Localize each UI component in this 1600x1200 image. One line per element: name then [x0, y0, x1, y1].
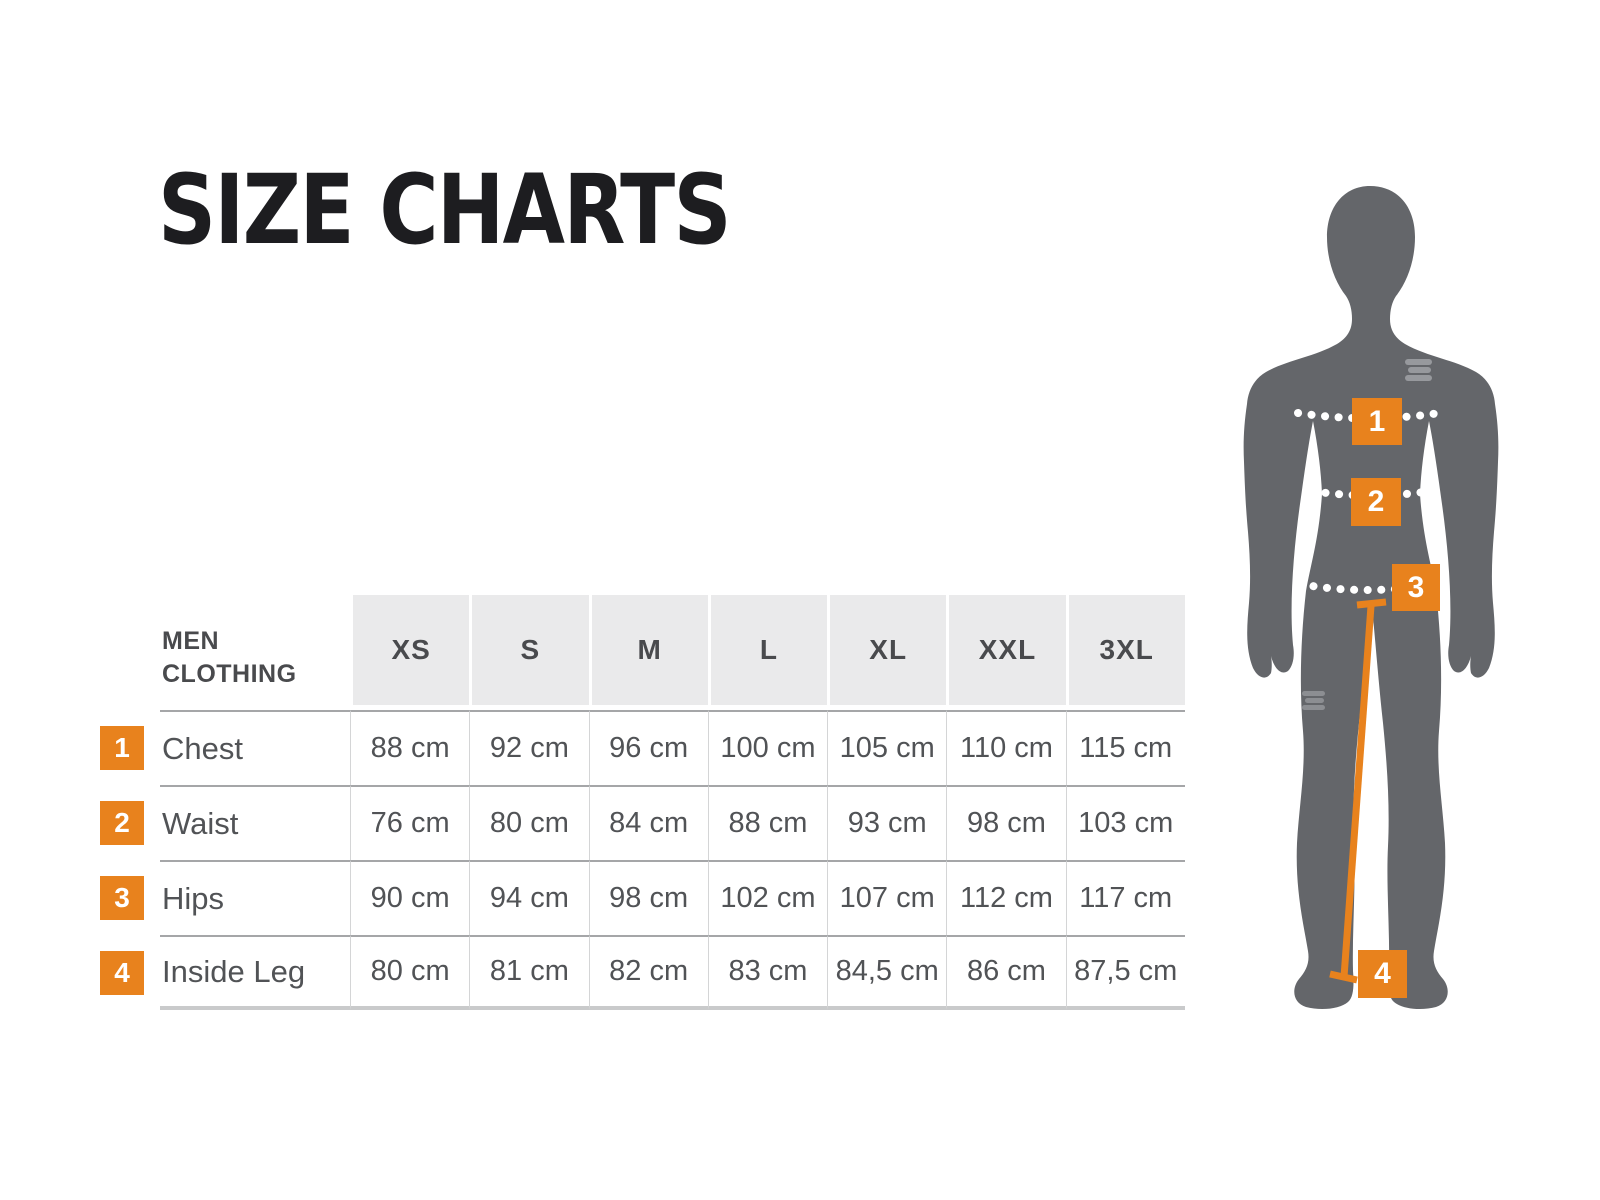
size-table: [100, 595, 1186, 1010]
size-value-cell: 102 cm: [708, 860, 827, 935]
body-silhouette: [1244, 186, 1499, 1009]
size-value-cell: 88 cm: [708, 785, 827, 860]
size-column-header: XXL: [946, 595, 1065, 710]
size-value-cell: 103 cm: [1066, 785, 1185, 860]
row-label: Hips: [160, 860, 350, 935]
row-number-badge: 3: [100, 876, 144, 920]
table-header-row: [100, 595, 1186, 710]
size-value-cell: 84,5 cm: [827, 935, 946, 1010]
size-value-cell: 81 cm: [469, 935, 588, 1010]
size-value-cell: 86 cm: [946, 935, 1065, 1010]
page-title: SIZE CHARTS: [158, 154, 730, 266]
size-value-cell: 84 cm: [589, 785, 708, 860]
table-row: [100, 935, 1186, 1010]
figure-marker: 2: [1351, 478, 1401, 526]
row-label: Chest: [160, 710, 350, 785]
row-label: Inside Leg: [160, 935, 350, 1010]
figure-marker: 3: [1392, 564, 1440, 611]
size-value-cell: 98 cm: [589, 860, 708, 935]
category-line-men: MEN: [162, 627, 220, 655]
size-value-cell: 107 cm: [827, 860, 946, 935]
size-value-cell: 96 cm: [589, 710, 708, 785]
size-column-header: L: [708, 595, 827, 710]
size-value-cell: 117 cm: [1066, 860, 1185, 935]
header-badge-spacer: [100, 595, 160, 710]
size-value-cell: 110 cm: [946, 710, 1065, 785]
size-value-cell: 98 cm: [946, 785, 1065, 860]
size-value-cell: 83 cm: [708, 935, 827, 1010]
row-badge-cell: [100, 935, 160, 1010]
size-value-cell: 105 cm: [827, 710, 946, 785]
size-value-cell: 82 cm: [589, 935, 708, 1010]
sportful-logo-chest-icon: [1405, 359, 1432, 381]
row-number-badge: 1: [100, 726, 144, 770]
row-badge-cell: [100, 860, 160, 935]
size-value-cell: 115 cm: [1066, 710, 1185, 785]
table-category-header: [160, 595, 350, 710]
table-row: [100, 860, 1186, 935]
size-value-cell: 94 cm: [469, 860, 588, 935]
figure-marker: 1: [1352, 398, 1402, 445]
size-value-cell: 76 cm: [350, 785, 469, 860]
size-column-header: M: [589, 595, 708, 710]
row-badge-cell: [100, 785, 160, 860]
size-value-cell: 88 cm: [350, 710, 469, 785]
size-value-cell: 92 cm: [469, 710, 588, 785]
row-number-badge: 4: [100, 951, 144, 995]
row-number-badge: 2: [100, 801, 144, 845]
size-column-header: 3XL: [1066, 595, 1185, 710]
size-value-cell: 80 cm: [350, 935, 469, 1010]
figure-marker: 4: [1358, 950, 1407, 998]
size-column-header: S: [469, 595, 588, 710]
category-line-clothing: CLOTHING: [162, 659, 297, 688]
size-column-header: XS: [350, 595, 469, 710]
size-value-cell: 100 cm: [708, 710, 827, 785]
size-value-cell: 93 cm: [827, 785, 946, 860]
sportful-logo-thigh-icon: [1302, 691, 1325, 710]
row-label: Waist: [160, 785, 350, 860]
size-value-cell: 87,5 cm: [1066, 935, 1185, 1010]
size-value-cell: 112 cm: [946, 860, 1065, 935]
table-row: [100, 710, 1186, 785]
size-column-header: XL: [827, 595, 946, 710]
size-value-cell: 90 cm: [350, 860, 469, 935]
measurement-figure: [1190, 163, 1502, 1013]
figure-svg: [1190, 163, 1502, 1013]
table-row: [100, 785, 1186, 860]
row-badge-cell: [100, 710, 160, 785]
size-value-cell: 80 cm: [469, 785, 588, 860]
